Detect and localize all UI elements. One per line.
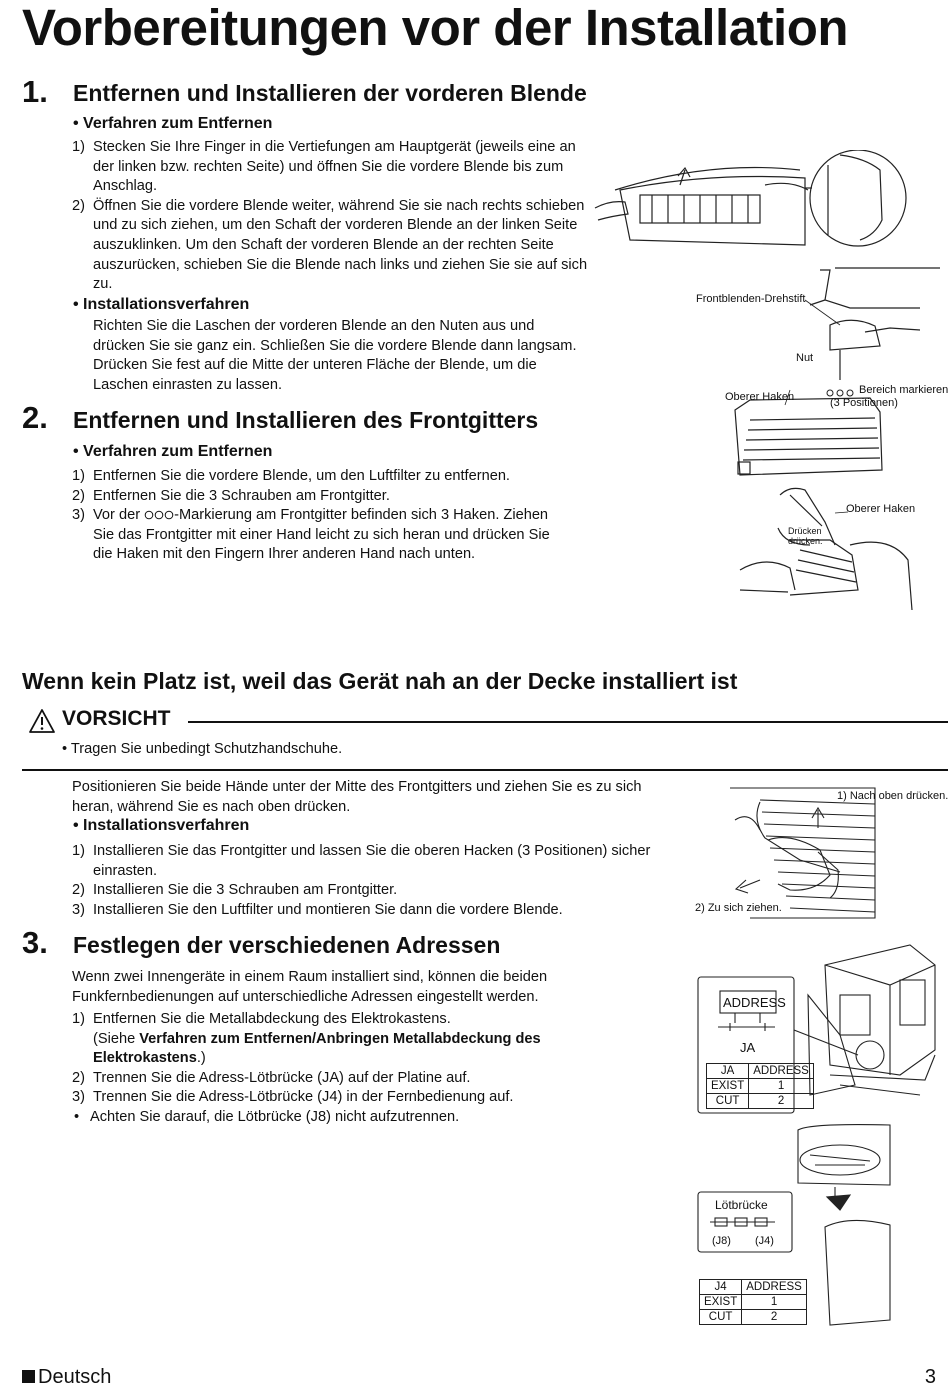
list-item: 2) Trennen Sie die Adress-Lötbrücke (JA) auf der Platine auf. — [72, 1069, 471, 1086]
figure-label-upper-hook: Oberer Haken — [725, 391, 795, 403]
ja-label: JA — [740, 1040, 756, 1055]
figure-label-nut: Nut — [796, 352, 814, 364]
table-row: CUT 2 — [707, 1094, 814, 1109]
figure-label-pin: Frontblenden-Drehstift — [696, 293, 806, 305]
section-3-intro: Wenn zwei Innengeräte in einem Raum installiert sind, können die beiden Funkfernbedienungen auf unterschiedliche Adressen eingestellt werden. — [72, 969, 548, 1005]
figure-label-mark-positions: (3 Positionen) — [830, 397, 898, 409]
j8-label: (J8) — [712, 1235, 731, 1247]
j4-label: (J4) — [755, 1235, 774, 1247]
section-3-steps — [72, 1010, 602, 1128]
page-number: 3 — [924, 1366, 936, 1388]
warning-triangle-icon — [28, 708, 56, 734]
table-row: J4 ADDRESS — [700, 1280, 807, 1295]
list-item: 1) Installieren Sie das Frontgitter und lassen Sie die oberen Hacken (3 Positionen) sicher einrasten. — [72, 843, 651, 879]
figure-address — [690, 935, 948, 1335]
caution-rule-top — [188, 721, 948, 723]
figure-label-pull: 2) Zu sich ziehen. — [695, 902, 782, 914]
figure-label-upper-hook-2: Oberer Haken — [846, 503, 916, 515]
figure-front-panel — [590, 150, 950, 610]
figure-label-press-1: Drücken — [788, 526, 822, 536]
list-item: 1) Stecken Sie Ihre Finger in die Vertiefungen am Hauptgerät (jeweils eine an der linken bzw. rechten Seite) und öffnen Sie die vordere Blende bis zum Anschlag. — [72, 139, 576, 195]
ja-address-table — [706, 1063, 814, 1109]
list-item: 2) Öffnen Sie die vordere Blende weiter, während Sie sie nach rechts schieben und zu sich ziehen, um den Schaft der vorderen Blende an der linken Seite auszuklinken. Um den Schaft der vorderen Blende an der rechten Seite auszurücken, schieben Sie die Blende nach links und ziehen Sie sie auf sich zu. — [72, 197, 588, 293]
section-1-number: 1. — [22, 74, 48, 109]
ceiling-steps — [72, 842, 672, 920]
section-2-remove-heading: • Verfahren zum Entfernen — [73, 443, 273, 460]
address-label: ADDRESS — [723, 995, 786, 1010]
section-1-remove-heading: • Verfahren zum Entfernen — [73, 115, 273, 132]
list-item: 1) Entfernen Sie die vordere Blende, um den Luftfilter zu entfernen. — [72, 468, 510, 484]
section-2-steps — [72, 467, 572, 565]
section-2-title: Entfernen und Installieren des Frontgitters — [73, 407, 539, 433]
table-row: CUT 2 — [700, 1310, 807, 1325]
ceiling-heading: Wenn kein Platz ist, weil das Gerät nah an der Decke installiert ist — [22, 668, 738, 694]
list-item: 3) Vor der -Markierung am Frontgitter befinden sich 3 Haken. Ziehen Sie das Frontgitter mit einer Hand leicht zu sich heran und drücken Sie die Haken mit den Fingern Ihrer anderen Hand nach unten. — [72, 507, 550, 563]
section-1-remove-steps — [72, 138, 590, 295]
figure-ceiling-grille — [690, 780, 948, 920]
section-1-install-text: Richten Sie die Laschen der vorderen Blende an den Nuten aus und drücken Sie sie ganz ein. Schließen Sie die vordere Blende dann langsam. Drücken Sie fest auf die Mitte der unteren Fläche der Blende, um die Laschen einrasten zu lassen. — [93, 318, 577, 393]
list-item: 2) Entfernen Sie die 3 Schrauben am Frontgitter. — [72, 487, 390, 504]
footer-language: Deutsch — [22, 1366, 111, 1389]
section-3-title: Festlegen der verschiedenen Adressen — [73, 932, 501, 958]
list-item: • Achten Sie darauf, die Lötbrücke (J8) nicht aufzutrennen. — [74, 1108, 460, 1125]
section-1-install-heading: • Installationsverfahren — [73, 296, 250, 313]
figure-label-press-2: drücken. — [788, 536, 823, 546]
ceiling-intro: Positionieren Sie beide Hände unter der Mitte des Frontgitters und ziehen Sie es zu sich heran, während Sie es nach oben drücken. — [72, 779, 642, 815]
square-bullet-icon — [22, 1370, 35, 1383]
solder-bridge-label: Lötbrücke — [715, 1198, 768, 1212]
caution-rule-bottom — [22, 769, 948, 771]
three-circles-mark-icon — [144, 510, 174, 520]
list-item: 1) Entfernen Sie die Metallabdeckung des Elektrokastens. (Siehe Verfahren zum Entfernen/Anbringen Metallabdeckung des Elektrokastens.) — [72, 1011, 541, 1067]
section-1-title: Entfernen und Installieren der vorderen Blende — [73, 80, 587, 106]
section-2-number: 2. — [22, 400, 48, 435]
table-row: EXIST 1 — [700, 1295, 807, 1310]
list-item: 2) Installieren Sie die 3 Schrauben am Frontgitter. — [72, 882, 398, 899]
section-3-number: 3. — [22, 925, 48, 960]
figure-label-push-up: 1) Nach oben drücken. — [837, 790, 948, 802]
table-row: JA ADDRESS — [707, 1064, 814, 1079]
table-row: EXIST 1 — [707, 1079, 814, 1094]
caution-text: • Tragen Sie unbedingt Schutzhandschuhe. — [62, 741, 343, 757]
list-item: 3) Trennen Sie die Adress-Lötbrücke (J4) in der Fernbedienung auf. — [72, 1089, 514, 1106]
j4-address-table — [699, 1279, 807, 1325]
page-title: Vorbereitungen vor der Installation — [22, 0, 849, 56]
list-item: 3) Installieren Sie den Luftfilter und montieren Sie dann die vordere Blende. — [72, 901, 563, 918]
figure-label-mark-area: Bereich markieren — [859, 384, 949, 396]
ceiling-install-heading: • Installationsverfahren — [73, 817, 250, 834]
caution-label: VORSICHT — [62, 707, 171, 730]
